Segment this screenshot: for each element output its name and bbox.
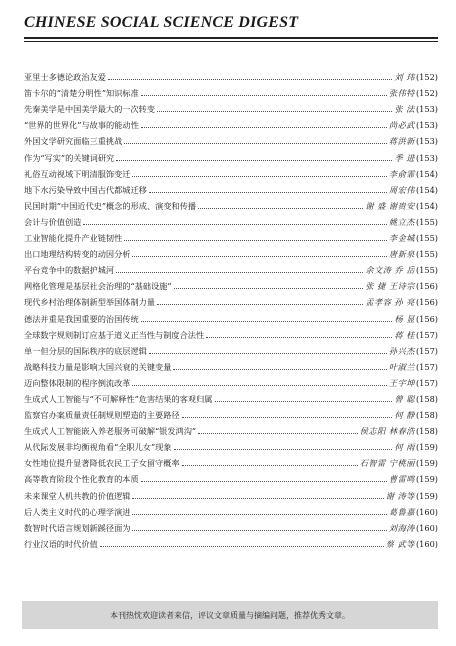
- toc-entry-page: (154): [415, 184, 438, 195]
- toc-entry-title: 亚里士多德论政治友爱: [24, 72, 106, 83]
- toc-entry-author: 侯志阳 林春浩: [359, 426, 415, 437]
- toc-entry-title: 笛卡尔的“清楚分明性”知识标准: [24, 88, 139, 99]
- toc-entry-author: 李金城: [388, 233, 415, 244]
- dot-leader: [132, 255, 386, 257]
- toc-entry[interactable]: [24, 533, 438, 549]
- toc-entry-page: (152): [415, 72, 438, 83]
- toc-entry[interactable]: [24, 307, 438, 323]
- toc-entry[interactable]: [24, 66, 438, 82]
- dot-leader: [149, 352, 387, 354]
- toc-entry[interactable]: [24, 114, 438, 130]
- toc-entry-author: 周宏伟: [388, 184, 415, 195]
- footer-notice-text: 本刊热忱欢迎读者来信，评议文章质量与摘编问题，推荐优秀文章。: [110, 610, 350, 620]
- toc-entry-author: 蒋 桂: [394, 329, 415, 340]
- toc-entry-title: 德法并重是我国重要的治国传统: [24, 313, 139, 324]
- dot-leader: [182, 416, 393, 418]
- toc-entry[interactable]: [24, 243, 438, 259]
- toc-entry-author: 谢 盛 谢贵安: [365, 200, 415, 211]
- toc-entry[interactable]: [24, 372, 438, 388]
- toc-entry-title: 作为“写实”的关键词研究: [24, 152, 115, 163]
- toc-entry-author: 王宇坤: [388, 377, 415, 388]
- toc-entry-author: 唐新泉: [388, 249, 415, 260]
- toc-entry-title: 生成式人工智能嵌入养老服务可破解“银发鸿沟”: [24, 426, 197, 437]
- toc-entry-page: (160): [415, 522, 438, 533]
- toc-entry[interactable]: [24, 340, 438, 356]
- toc-entry-author: 孟孝容 孙 亮: [365, 297, 415, 308]
- dot-leader: [174, 287, 364, 289]
- toc-entry-author: 杨 显: [394, 313, 415, 324]
- toc-entry[interactable]: [24, 484, 438, 500]
- toc-entry[interactable]: [24, 130, 438, 146]
- toc-entry-author: 曹雷鸣: [388, 474, 415, 485]
- dot-leader: [83, 223, 387, 225]
- toc-entry[interactable]: [24, 388, 438, 404]
- toc-entry-title: 礼俗互动视域下明清服饰变迁: [24, 168, 131, 179]
- toc-entry-title: 外国文学研究面临三重挑战: [24, 136, 123, 147]
- toc-entry-author: 张 捷 王诗宗: [365, 281, 415, 292]
- toc-entry[interactable]: [24, 420, 438, 436]
- toc-entry-page: (153): [415, 152, 438, 163]
- toc-entry-page: (158): [415, 393, 438, 404]
- dot-leader: [141, 320, 393, 322]
- toc-entry-author: 张 法: [394, 104, 415, 115]
- header-rule-thin: [24, 41, 438, 42]
- dot-leader: [132, 513, 386, 515]
- toc-entry-page: (155): [415, 233, 438, 244]
- dot-leader: [132, 497, 383, 499]
- toc-entry-author: 何 雨: [394, 442, 415, 453]
- dot-leader: [141, 126, 387, 128]
- toc-entry-author: 蒋洪新: [388, 136, 415, 147]
- toc-entry-author: 孙兴杰: [388, 345, 415, 356]
- toc-entry-author: 刘海涛: [388, 522, 415, 533]
- toc-entry-page: (157): [415, 377, 438, 388]
- toc-entry-title: 数智时代语言规划新蹊径面为: [24, 522, 131, 533]
- toc-entry-title: 平台竞争中的数据护城河: [24, 265, 115, 276]
- toc-entry-page: (159): [415, 490, 438, 501]
- toc-entry-page: (157): [415, 345, 438, 356]
- toc-entry-author: 尚必武: [388, 120, 415, 131]
- toc-entry-author: 何 静: [394, 410, 415, 421]
- toc-entry-page: (154): [415, 200, 438, 211]
- toc-entry-author: 姚立杰: [388, 216, 415, 227]
- toc-entry-title: 从代际发展非均衡视角看“全职儿女”现象: [24, 442, 172, 453]
- dot-leader: [157, 110, 392, 112]
- toc-entry-page: (158): [415, 410, 438, 421]
- dot-leader: [174, 448, 393, 450]
- dot-leader: [100, 545, 384, 547]
- dot-leader: [141, 480, 387, 482]
- toc-entry-title: 民国时期“中国近代史”概念的形成、演变和传播: [24, 200, 197, 211]
- dot-leader: [132, 384, 386, 386]
- toc-entry-title: 网格化管理是基层社会治理的“基础设施”: [24, 281, 172, 292]
- toc-entry-page: (156): [415, 281, 438, 292]
- toc-entry-page: (159): [415, 458, 438, 469]
- dot-leader: [173, 368, 387, 370]
- toc-entry[interactable]: [24, 468, 438, 484]
- toc-entry-title: 迈向整体限制的程序倒流改革: [24, 377, 131, 388]
- dot-leader: [132, 529, 386, 531]
- toc-entry[interactable]: [24, 163, 438, 179]
- toc-entry-page: (156): [415, 313, 438, 324]
- toc-entry[interactable]: [24, 275, 438, 291]
- toc-entry-title: 先秦美学是中国美学最大的一次转变: [24, 104, 156, 115]
- toc-entry-title: 未来课堂人机共教的价值逻辑: [24, 490, 131, 501]
- toc-entry-title: 地下水污染导致中国古代都城迁移: [24, 184, 147, 195]
- toc-entry-title: 战略科技力量是影响大国兴衰的关键变量: [24, 361, 172, 372]
- toc-entry[interactable]: [24, 517, 438, 533]
- toc-entry-title: 后人类主义时代的心理学演进: [24, 506, 131, 517]
- toc-entry[interactable]: [24, 98, 438, 114]
- dot-leader: [132, 175, 386, 177]
- toc-entry-page: (155): [415, 265, 438, 276]
- toc-entry-title: 生成式人工智能与“不可解释性”危害结果的客观归属: [24, 393, 213, 404]
- toc-entry[interactable]: [24, 195, 438, 211]
- toc-entry-author: 曾 聪: [394, 393, 415, 404]
- toc-entry[interactable]: [24, 436, 438, 452]
- toc-entry-title: 单一但分层的国际秩序的底层逻辑: [24, 345, 147, 356]
- toc-entry-page: (160): [415, 506, 438, 517]
- dot-leader: [149, 191, 387, 193]
- dot-leader: [215, 400, 393, 402]
- toc-entry-title: 出口地理结构转变的动因分析: [24, 249, 131, 260]
- toc-entry[interactable]: [24, 259, 438, 275]
- toc-entry-page: (157): [415, 329, 438, 340]
- dot-leader: [141, 94, 387, 96]
- header-rule-thick: [24, 37, 438, 39]
- toc-entry-title: 监察官办案质量责任制规则塑造的主要路径: [24, 410, 180, 421]
- toc-entry-title: 现代乡村治理体制新型举国体制力量: [24, 297, 156, 308]
- toc-entry-author: 叶淑兰: [388, 361, 415, 372]
- toc-entry-author: 李俞霏: [388, 168, 415, 179]
- toc-entry-title: 全球数字规则制订应基于道义正当性与制度合法性: [24, 329, 205, 340]
- toc-entry-page: (154): [415, 168, 438, 179]
- toc-entry-page: (158): [415, 426, 438, 437]
- toc-entry-title: 会计与价值创造: [24, 216, 82, 227]
- dot-leader: [124, 239, 387, 241]
- toc-entry-author: 葛鲁嘉: [388, 506, 415, 517]
- toc-entry-author: 余文涛 乔 岳: [365, 265, 415, 276]
- toc-entry-page: (153): [415, 136, 438, 147]
- toc-entry-author: 蔡 武等: [385, 538, 415, 549]
- toc-entry-page: (155): [415, 216, 438, 227]
- toc-entry-page: (155): [415, 249, 438, 260]
- dot-leader: [116, 159, 392, 161]
- dot-leader: [124, 142, 387, 144]
- toc-entry-page: (159): [415, 442, 438, 453]
- dot-leader: [198, 207, 363, 209]
- journal-title: CHINESE SOCIAL SCIENCE DIGEST: [24, 14, 299, 31]
- toc-entry-page: (153): [415, 120, 438, 131]
- toc-entry-author: 刘 玮: [394, 72, 415, 83]
- toc-entry-title: 高等教育阶段个性化教育的本质: [24, 474, 139, 485]
- toc-entry-author: 季 进: [394, 152, 415, 163]
- toc-entry-author: 张伟特: [388, 88, 415, 99]
- footer-notice-banner: [22, 601, 438, 629]
- toc-entry-author: 谢 涛等: [385, 490, 415, 501]
- toc-entry[interactable]: [24, 211, 438, 227]
- toc-entry[interactable]: [24, 324, 438, 340]
- toc-entry-page: (159): [415, 474, 438, 485]
- dot-leader: [182, 464, 358, 466]
- dot-leader: [198, 432, 358, 434]
- toc-entry-page: (152): [415, 88, 438, 99]
- toc-entry[interactable]: [24, 356, 438, 372]
- toc-entry[interactable]: [24, 82, 438, 98]
- toc-entry-title: 行业汉语的时代价值: [24, 538, 98, 549]
- toc-entry-page: (156): [415, 297, 438, 308]
- dot-leader: [116, 271, 363, 273]
- dot-leader: [108, 78, 393, 80]
- toc-entry-page: (157): [415, 361, 438, 372]
- table-of-contents: [24, 66, 438, 549]
- toc-entry-title: 工业智能化提升产业链韧性: [24, 233, 123, 244]
- toc-entry[interactable]: [24, 291, 438, 307]
- toc-entry-page: (153): [415, 104, 438, 115]
- toc-entry[interactable]: [24, 146, 438, 162]
- toc-entry[interactable]: [24, 227, 438, 243]
- toc-entry[interactable]: [24, 179, 438, 195]
- toc-entry-page: (160): [415, 538, 438, 549]
- dot-leader: [206, 336, 392, 338]
- toc-entry[interactable]: [24, 452, 438, 468]
- toc-entry[interactable]: [24, 501, 438, 517]
- toc-entry[interactable]: [24, 404, 438, 420]
- toc-entry-author: 石智雷 宁桃丽: [359, 458, 415, 469]
- dot-leader: [157, 303, 363, 305]
- toc-entry-title: “世界的世界化”与故事的能动性: [24, 120, 139, 131]
- toc-entry-title: 女性地位提升显著降低农民工子女留守概率: [24, 458, 180, 469]
